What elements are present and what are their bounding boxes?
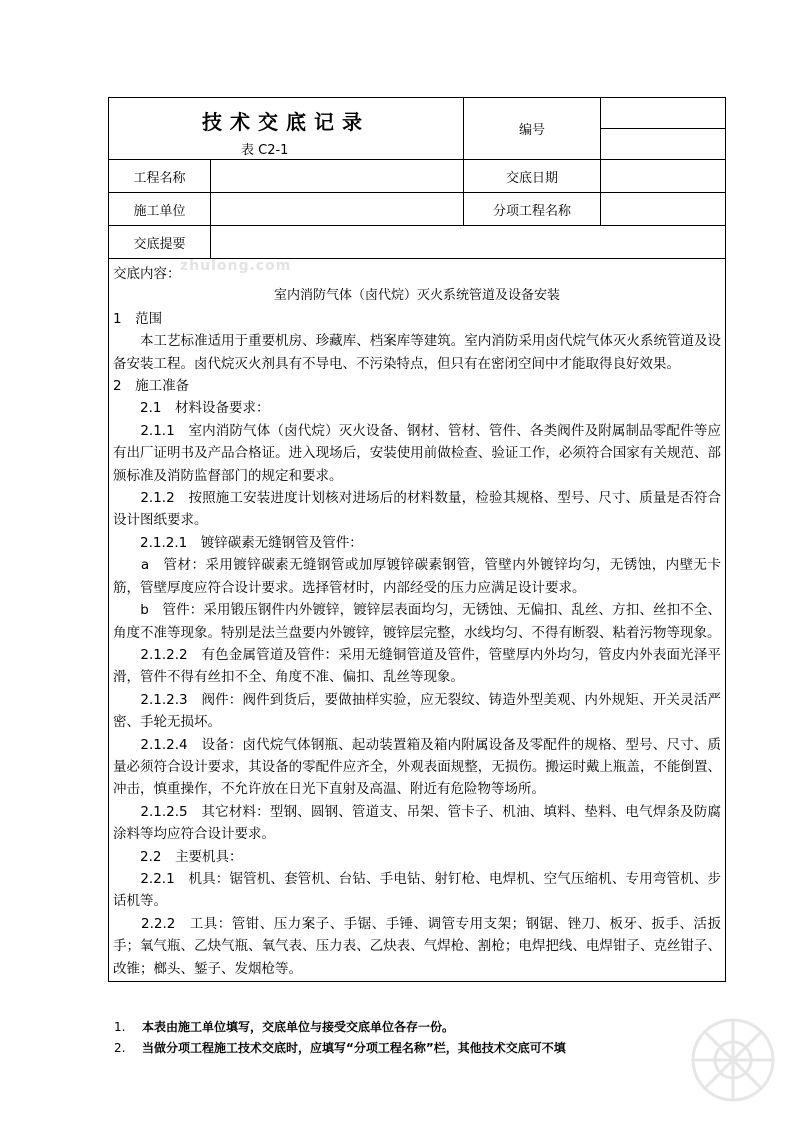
content-paragraph: 本工艺标准适用于重要机房、珍藏库、档案库等建筑。室内消防采用卤代烷气体灭火系统管道及设备安装工程。卤代烷灭火剂具有不导电、不污染特点，但只有在密闭空间中才能取得良好效果。 <box>113 333 721 372</box>
note-number: 1. <box>114 1020 126 1034</box>
date-value <box>601 160 725 192</box>
footer-notes <box>114 1017 754 1059</box>
watermark-text: zhulong.com <box>180 258 292 274</box>
number-value-cells <box>601 98 725 159</box>
content-paragraph: 2.1.2 按照施工安装进度计划核对进场后的材料数量，检验其规格、型号、尺寸、质量是否符合设计图纸要求。 <box>113 490 721 529</box>
content-paragraph: 2.2 主要机具： <box>113 848 243 865</box>
technical-briefing-form <box>108 97 726 982</box>
content-paragraph: b 管件：采用锻压钢件内外镀锌，镀锌层表面均匀，无锈蚀、无偏扣、乱丝、方扣、丝扣不全、角度不准等现象。特别是法兰盘要内外镀锌，镀锌层完整，水线均匀、不得有断裂、粘着污物等现象。 <box>113 602 721 641</box>
content-paragraph: 2.1.2.5 其它材料：型钢、圆钢、管道支、吊架、管卡子、机油、填料、垫料、电气焊条及防腐涂料等均应符合设计要求。 <box>113 803 721 843</box>
content-paragraph: a 管材：采用镀锌碳素无缝钢管或加厚镀锌碳素钢管，管壁内外镀锌均匀，无锈蚀，内壁无卡筋，管壁厚度应符合设计要求。选择管材时，内部经受的压力应满足设计要求。 <box>113 557 721 596</box>
content-paragraph <box>113 980 721 981</box>
contractor-value <box>211 193 464 225</box>
form-title-cell <box>109 98 464 159</box>
form-title: 技术交底记录 <box>202 110 370 134</box>
contractor-label: 施工单位 <box>109 193 211 225</box>
number-value-lower <box>601 129 725 159</box>
content-paragraph: 2.1.2.4 设备：卤代烷气体钢瓶、起动装置箱及箱内附属设备及零配件的规格、型号、尺寸、质量必须符合设计要求，其设备的零配件应齐全，外观表面规整，无损伤。搬运时戴上瓶盖，不能倒置、冲击，慎重操作，不允许放在日光下直射及高温、附近有危险物等场所。 <box>113 736 721 798</box>
project-name-label: 工程名称 <box>109 160 211 192</box>
summary-value <box>211 226 725 258</box>
number-value-upper <box>601 98 725 129</box>
content-paragraph: 2.1 材料设备要求： <box>113 400 270 417</box>
content-label: 交底内容： <box>113 266 181 282</box>
briefing-content <box>109 259 725 981</box>
subproject-label: 分项工程名称 <box>464 193 601 225</box>
content-paragraph: 2.2.1 机具：锯管机、套管机、台钻、手电钻、射钉枪、电焊机、空气压缩机、专用弯管机、步话机等。 <box>113 870 721 910</box>
project-row <box>109 160 725 193</box>
contractor-row <box>109 193 725 226</box>
note-item <box>114 1038 754 1059</box>
content-paragraph: 1 范围 <box>113 310 163 327</box>
summary-label: 交底提要 <box>109 226 211 258</box>
project-name-value <box>211 160 464 192</box>
number-label: 编号 <box>464 98 601 159</box>
content-paragraph: 2.2.2 工具：管钳、压力案子、手锯、手锤、调管专用支架；钢锯、锉刀、板牙、扳手、活扳手；氧气瓶、乙炔气瓶、氧气表、压力表、乙炔表、气焊枪、割枪；电焊把线、电焊钳子、克丝钳子、改锥；榔头、錾子、发烟枪等。 <box>113 915 721 977</box>
content-paragraphs <box>113 308 721 981</box>
date-label: 交底日期 <box>464 160 601 192</box>
content-paragraph: 2.1.1 室内消防气体（卤代烷）灭火设备、钢材、管材、管件、各类阀件及附属制品零配件等应有出厂证明书及产品合格证。进入现场后，安装使用前做检查、验证工作，必须符合国家有关规范、部颁标准及消防监督部门的规定和要求。 <box>113 422 721 484</box>
form-header <box>109 98 725 160</box>
note-text: 当做分项工程施工技术交底时，应填写“分项工程名称”栏，其他技术交底可不填 <box>142 1041 566 1055</box>
form-number: 表 C2-1 <box>241 143 289 158</box>
content-paragraph: 2.1.2.3 阀件：阀件到货后，要做抽样实验，应无裂纹、铸造外型美观、内外规矩、开关灵活严密、手轮无损坏。 <box>113 691 721 731</box>
note-item <box>114 1017 754 1038</box>
content-paragraph: 2 施工准备 <box>113 378 190 395</box>
subproject-value <box>601 193 725 225</box>
content-title: 室内消防气体（卤代烷）灭火系统管道及设备安装 <box>273 288 560 304</box>
watermark-logo-icon <box>678 1005 788 1115</box>
summary-row <box>109 226 725 259</box>
content-paragraph: 2.1.2.2 有色金属管道及管件：采用无缝铜管道及管件，管壁厚内外均匀，管皮内外表面光泽平滑，管件不得有丝扣不全、角度不准、偏扣、乱丝等现象。 <box>113 646 721 686</box>
note-text: 本表由施工单位填写，交底单位与接受交底单位各存一份。 <box>142 1020 455 1034</box>
note-number: 2. <box>114 1041 126 1055</box>
content-paragraph: 2.1.2.1 镀锌碳素无缝钢管及管件： <box>113 534 363 551</box>
